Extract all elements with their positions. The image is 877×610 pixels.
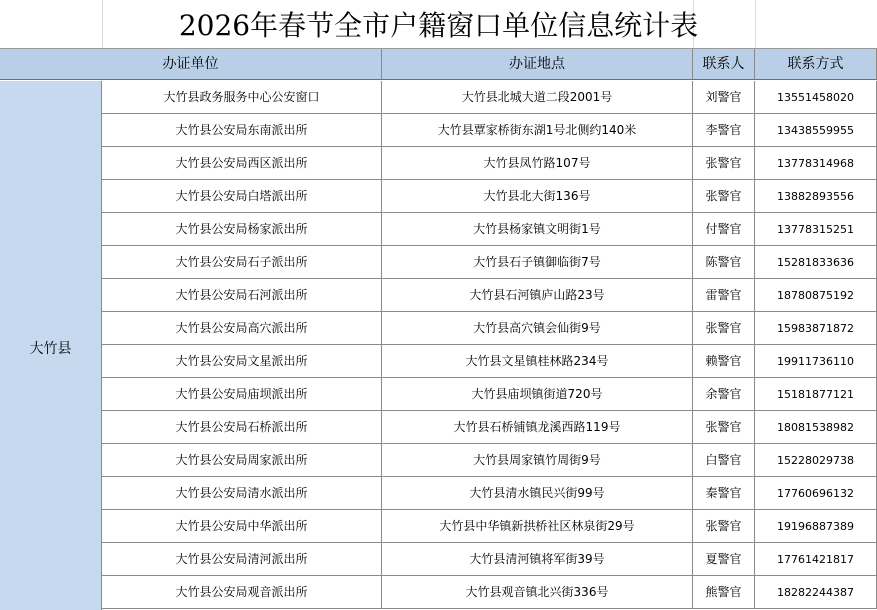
- contact-cell[interactable]: 付警官: [693, 213, 755, 246]
- unit-cell[interactable]: 大竹县公安局石桥派出所: [102, 411, 382, 444]
- address-cell[interactable]: 大竹县石桥铺镇龙溪西路119号: [382, 411, 693, 444]
- address-cell[interactable]: 大竹县北城大道二段2001号: [382, 81, 693, 114]
- contact-cell[interactable]: 张警官: [693, 510, 755, 543]
- page-title[interactable]: 2026年春节全市户籍窗口单位信息统计表: [178, 9, 699, 42]
- phone-cell[interactable]: 17761421817: [755, 543, 877, 576]
- phone-cell[interactable]: 13778314968: [755, 147, 877, 180]
- contact-cell[interactable]: 熊警官: [693, 576, 755, 609]
- address-cell[interactable]: 大竹县庙坝镇街道720号: [382, 378, 693, 411]
- address-cell[interactable]: 大竹县北大街136号: [382, 180, 693, 213]
- header-address[interactable]: 办证地点: [382, 49, 693, 80]
- header-contact[interactable]: 联系人: [693, 49, 755, 80]
- phone-cell[interactable]: 18282244387: [755, 576, 877, 609]
- contact-cell[interactable]: 陈警官: [693, 246, 755, 279]
- phone-cell[interactable]: 18780875192: [755, 279, 877, 312]
- unit-cell[interactable]: 大竹县公安局东南派出所: [102, 114, 382, 147]
- address-cell[interactable]: 大竹县清河镇将军街39号: [382, 543, 693, 576]
- address-cell[interactable]: 大竹县观音镇北兴街336号: [382, 576, 693, 609]
- header-unit[interactable]: 办证单位: [0, 49, 382, 80]
- unit-cell[interactable]: 大竹县公安局清水派出所: [102, 477, 382, 510]
- contact-cell[interactable]: 秦警官: [693, 477, 755, 510]
- contact-cell[interactable]: 余警官: [693, 378, 755, 411]
- contact-cell[interactable]: 赖警官: [693, 345, 755, 378]
- address-cell[interactable]: 大竹县覃家桥街东湖1号北侧约140米: [382, 114, 693, 147]
- address-cell[interactable]: 大竹县中华镇新拱桥社区林泉街29号: [382, 510, 693, 543]
- county-label: 大竹县: [29, 341, 72, 357]
- unit-cell[interactable]: 大竹县公安局白塔派出所: [102, 180, 382, 213]
- county-cell[interactable]: [0, 81, 102, 610]
- contact-cell[interactable]: 雷警官: [693, 279, 755, 312]
- header-phone[interactable]: 联系方式: [755, 49, 877, 80]
- phone-cell[interactable]: 13551458020: [755, 81, 877, 114]
- contact-cell[interactable]: 刘警官: [693, 81, 755, 114]
- unit-cell[interactable]: 大竹县公安局观音派出所: [102, 576, 382, 609]
- phone-cell[interactable]: 19911736110: [755, 345, 877, 378]
- address-cell[interactable]: 大竹县高穴镇会仙街9号: [382, 312, 693, 345]
- phone-cell[interactable]: 15228029738: [755, 444, 877, 477]
- unit-cell[interactable]: 大竹县公安局清河派出所: [102, 543, 382, 576]
- unit-cell[interactable]: 大竹县公安局庙坝派出所: [102, 378, 382, 411]
- address-cell[interactable]: 大竹县清水镇民兴街99号: [382, 477, 693, 510]
- address-cell[interactable]: 大竹县文星镇桂林路234号: [382, 345, 693, 378]
- contact-cell[interactable]: 张警官: [693, 147, 755, 180]
- unit-cell[interactable]: 大竹县公安局中华派出所: [102, 510, 382, 543]
- unit-cell[interactable]: 大竹县公安局周家派出所: [102, 444, 382, 477]
- contact-cell[interactable]: 白警官: [693, 444, 755, 477]
- unit-cell[interactable]: 大竹县政务服务中心公安窗口: [102, 81, 382, 114]
- phone-cell[interactable]: 15181877121: [755, 378, 877, 411]
- address-cell[interactable]: 大竹县杨家镇文明街1号: [382, 213, 693, 246]
- phone-cell[interactable]: 17760696132: [755, 477, 877, 510]
- contact-cell[interactable]: 张警官: [693, 411, 755, 444]
- address-cell[interactable]: 大竹县石子镇御临街7号: [382, 246, 693, 279]
- unit-cell[interactable]: 大竹县公安局石子派出所: [102, 246, 382, 279]
- title-row: [0, 0, 877, 49]
- phone-cell[interactable]: 18081538982: [755, 411, 877, 444]
- contact-cell[interactable]: 夏警官: [693, 543, 755, 576]
- phone-cell[interactable]: 13778315251: [755, 213, 877, 246]
- unit-cell[interactable]: 大竹县公安局杨家派出所: [102, 213, 382, 246]
- contact-cell[interactable]: 李警官: [693, 114, 755, 147]
- unit-cell[interactable]: 大竹县公安局石河派出所: [102, 279, 382, 312]
- phone-cell[interactable]: 15983871872: [755, 312, 877, 345]
- phone-cell[interactable]: 13882893556: [755, 180, 877, 213]
- address-cell[interactable]: 大竹县凤竹路107号: [382, 147, 693, 180]
- address-cell[interactable]: 大竹县石河镇庐山路23号: [382, 279, 693, 312]
- contact-cell[interactable]: 张警官: [693, 312, 755, 345]
- phone-cell[interactable]: 19196887389: [755, 510, 877, 543]
- phone-cell[interactable]: 15281833636: [755, 246, 877, 279]
- phone-cell[interactable]: 13438559955: [755, 114, 877, 147]
- address-cell[interactable]: 大竹县周家镇竹周街9号: [382, 444, 693, 477]
- unit-cell[interactable]: 大竹县公安局西区派出所: [102, 147, 382, 180]
- contact-cell[interactable]: 张警官: [693, 180, 755, 213]
- unit-cell[interactable]: 大竹县公安局高穴派出所: [102, 312, 382, 345]
- unit-cell[interactable]: 大竹县公安局文星派出所: [102, 345, 382, 378]
